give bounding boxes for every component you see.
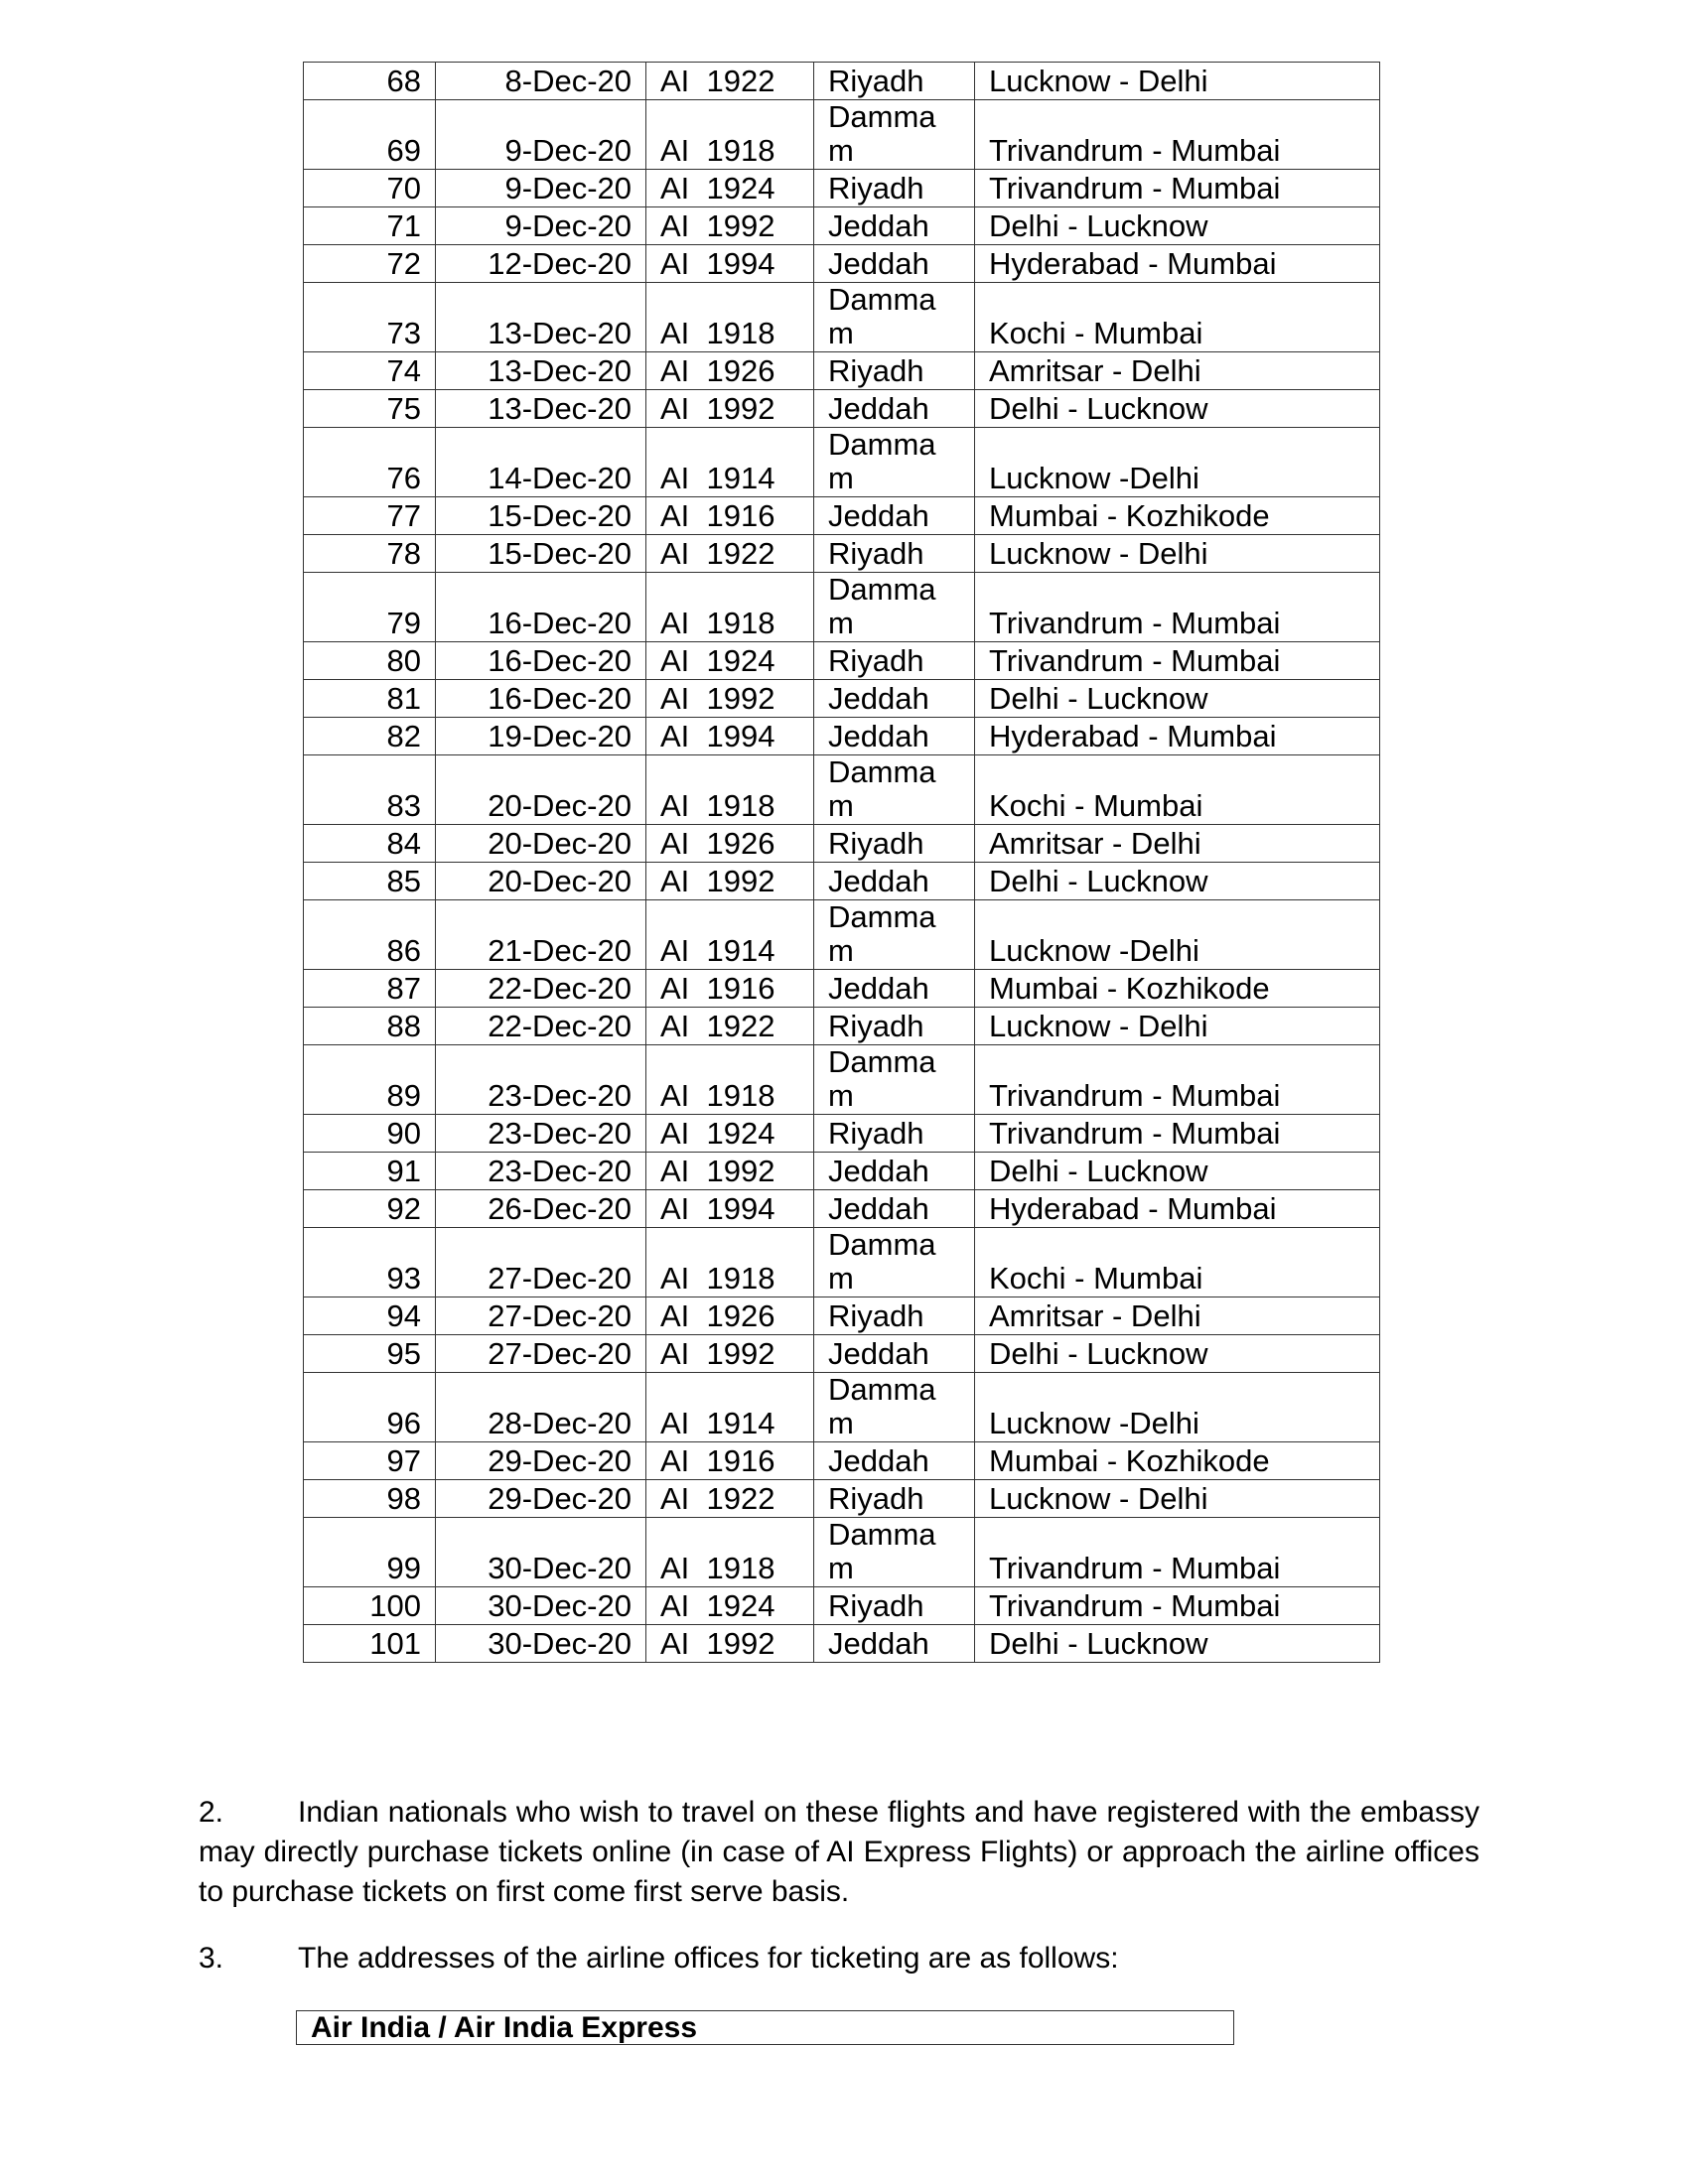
- route-cell: Lucknow - Delhi: [975, 1008, 1380, 1045]
- route-cell: Amritsar - Delhi: [975, 825, 1380, 863]
- origin-cell: Jeddah: [814, 1625, 975, 1663]
- origin-cell: Riyadh: [814, 1115, 975, 1153]
- route-cell: Lucknow - Delhi: [975, 63, 1380, 100]
- serial-number-cell: 98: [304, 1480, 436, 1518]
- route-cell: Delhi - Lucknow: [975, 1153, 1380, 1190]
- table-row: [304, 1297, 1380, 1335]
- flight-number-cell: AI 1916: [646, 970, 814, 1008]
- serial-number-cell: 87: [304, 970, 436, 1008]
- table-row: [304, 428, 1380, 497]
- route-cell: Lucknow - Delhi: [975, 535, 1380, 573]
- origin-cell: Dammam: [814, 283, 975, 352]
- flight-number-cell: AI 1992: [646, 390, 814, 428]
- flight-number-cell: AI 1922: [646, 63, 814, 100]
- origin-cell: Riyadh: [814, 352, 975, 390]
- flight-number-cell: AI 1926: [646, 825, 814, 863]
- origin-cell: Riyadh: [814, 642, 975, 680]
- date-cell: 8-Dec-20: [436, 63, 646, 100]
- route-cell: Trivandrum - Mumbai: [975, 1587, 1380, 1625]
- date-cell: 12-Dec-20: [436, 245, 646, 283]
- origin-cell: Dammam: [814, 1518, 975, 1587]
- route-cell: Delhi - Lucknow: [975, 207, 1380, 245]
- origin-cell: Riyadh: [814, 170, 975, 207]
- table-row: [304, 573, 1380, 642]
- table-row: [304, 680, 1380, 718]
- date-cell: 20-Dec-20: [436, 863, 646, 900]
- table-row: [304, 1228, 1380, 1297]
- table-row: [304, 1442, 1380, 1480]
- flight-number-cell: AI 1914: [646, 900, 814, 970]
- flight-number-cell: AI 1918: [646, 1228, 814, 1297]
- route-cell: Amritsar - Delhi: [975, 1297, 1380, 1335]
- serial-number-cell: 77: [304, 497, 436, 535]
- table-row: [304, 1115, 1380, 1153]
- origin-cell: Jeddah: [814, 718, 975, 755]
- table-row: [304, 1045, 1380, 1115]
- date-cell: 29-Dec-20: [436, 1442, 646, 1480]
- date-cell: 9-Dec-20: [436, 207, 646, 245]
- origin-cell: Dammam: [814, 755, 975, 825]
- serial-number-cell: 90: [304, 1115, 436, 1153]
- route-cell: Hyderabad - Mumbai: [975, 245, 1380, 283]
- origin-cell: Jeddah: [814, 1442, 975, 1480]
- paragraph-3: [199, 1939, 1479, 1979]
- date-cell: 19-Dec-20: [436, 718, 646, 755]
- flight-number-cell: AI 1924: [646, 170, 814, 207]
- date-cell: 30-Dec-20: [436, 1625, 646, 1663]
- serial-number-cell: 82: [304, 718, 436, 755]
- origin-cell: Jeddah: [814, 680, 975, 718]
- flight-number-cell: AI 1918: [646, 573, 814, 642]
- serial-number-cell: 79: [304, 573, 436, 642]
- table-row: [304, 1008, 1380, 1045]
- flight-number-cell: AI 1992: [646, 207, 814, 245]
- date-cell: 23-Dec-20: [436, 1153, 646, 1190]
- flight-number-cell: AI 1922: [646, 535, 814, 573]
- serial-number-cell: 88: [304, 1008, 436, 1045]
- flight-number-cell: AI 1916: [646, 1442, 814, 1480]
- flight-number-cell: AI 1922: [646, 1480, 814, 1518]
- airline-office-table: [296, 2010, 1234, 2045]
- table-row: [304, 497, 1380, 535]
- origin-cell: Dammam: [814, 100, 975, 170]
- serial-number-cell: 99: [304, 1518, 436, 1587]
- flight-number-cell: AI 1926: [646, 1297, 814, 1335]
- paragraph-number: 3.: [199, 1942, 224, 1975]
- flight-number-cell: AI 1914: [646, 428, 814, 497]
- route-cell: Trivandrum - Mumbai: [975, 642, 1380, 680]
- origin-cell: Riyadh: [814, 1587, 975, 1625]
- date-cell: 23-Dec-20: [436, 1045, 646, 1115]
- serial-number-cell: 78: [304, 535, 436, 573]
- flight-number-cell: AI 1926: [646, 352, 814, 390]
- origin-cell: Dammam: [814, 573, 975, 642]
- serial-number-cell: 97: [304, 1442, 436, 1480]
- table-row: [304, 100, 1380, 170]
- origin-cell: Riyadh: [814, 1008, 975, 1045]
- route-cell: Mumbai - Kozhikode: [975, 970, 1380, 1008]
- serial-number-cell: 75: [304, 390, 436, 428]
- date-cell: 28-Dec-20: [436, 1373, 646, 1442]
- paragraph-text: Indian nationals who wish to travel on these flights and have registered with the embassy may directly purchase tickets online (in case of AI Express Flights) or approach the airline offices to purchase tickets on first come first serve basis.: [199, 1796, 1479, 1908]
- paragraph-number: 2.: [199, 1796, 224, 1829]
- route-cell: Kochi - Mumbai: [975, 1228, 1380, 1297]
- origin-cell: Riyadh: [814, 63, 975, 100]
- origin-cell: Dammam: [814, 1045, 975, 1115]
- serial-number-cell: 72: [304, 245, 436, 283]
- serial-number-cell: 83: [304, 755, 436, 825]
- origin-cell: Jeddah: [814, 1190, 975, 1228]
- origin-cell: Jeddah: [814, 970, 975, 1008]
- airline-office-title: Air India / Air India Express: [311, 2011, 698, 2044]
- serial-number-cell: 94: [304, 1297, 436, 1335]
- table-row: [304, 1480, 1380, 1518]
- table-row: [304, 207, 1380, 245]
- flight-number-cell: AI 1992: [646, 863, 814, 900]
- serial-number-cell: 89: [304, 1045, 436, 1115]
- table-row: [304, 718, 1380, 755]
- route-cell: Kochi - Mumbai: [975, 283, 1380, 352]
- date-cell: 16-Dec-20: [436, 573, 646, 642]
- flight-number-cell: AI 1918: [646, 755, 814, 825]
- table-row: [304, 283, 1380, 352]
- route-cell: Trivandrum - Mumbai: [975, 170, 1380, 207]
- route-cell: Lucknow - Delhi: [975, 1480, 1380, 1518]
- origin-cell: Jeddah: [814, 390, 975, 428]
- date-cell: 13-Dec-20: [436, 283, 646, 352]
- date-cell: 22-Dec-20: [436, 1008, 646, 1045]
- date-cell: 15-Dec-20: [436, 535, 646, 573]
- table-row: [304, 970, 1380, 1008]
- date-cell: 27-Dec-20: [436, 1335, 646, 1373]
- flight-number-cell: AI 1994: [646, 245, 814, 283]
- route-cell: Lucknow -Delhi: [975, 1373, 1380, 1442]
- table-row: [304, 390, 1380, 428]
- table-row: [304, 900, 1380, 970]
- table-row: [304, 63, 1380, 100]
- serial-number-cell: 93: [304, 1228, 436, 1297]
- table-row: [304, 1190, 1380, 1228]
- table-row: [304, 755, 1380, 825]
- serial-number-cell: 81: [304, 680, 436, 718]
- date-cell: 15-Dec-20: [436, 497, 646, 535]
- date-cell: 16-Dec-20: [436, 642, 646, 680]
- serial-number-cell: 68: [304, 63, 436, 100]
- date-cell: 27-Dec-20: [436, 1228, 646, 1297]
- table-row: [304, 170, 1380, 207]
- route-cell: Trivandrum - Mumbai: [975, 100, 1380, 170]
- serial-number-cell: 76: [304, 428, 436, 497]
- date-cell: 26-Dec-20: [436, 1190, 646, 1228]
- serial-number-cell: 92: [304, 1190, 436, 1228]
- paragraph-text: The addresses of the airline offices for ticketing are as follows:: [298, 1942, 1119, 1975]
- route-cell: Lucknow -Delhi: [975, 900, 1380, 970]
- origin-cell: Jeddah: [814, 863, 975, 900]
- date-cell: 27-Dec-20: [436, 1297, 646, 1335]
- serial-number-cell: 86: [304, 900, 436, 970]
- origin-cell: Jeddah: [814, 207, 975, 245]
- table-row: [304, 1373, 1380, 1442]
- origin-cell: Riyadh: [814, 825, 975, 863]
- flight-number-cell: AI 1924: [646, 642, 814, 680]
- table-row: [304, 825, 1380, 863]
- flight-number-cell: AI 1918: [646, 1518, 814, 1587]
- serial-number-cell: 73: [304, 283, 436, 352]
- table-row: [304, 642, 1380, 680]
- origin-cell: Dammam: [814, 428, 975, 497]
- route-cell: Lucknow -Delhi: [975, 428, 1380, 497]
- paragraph-2: [199, 1793, 1479, 1912]
- serial-number-cell: 101: [304, 1625, 436, 1663]
- serial-number-cell: 85: [304, 863, 436, 900]
- route-cell: Delhi - Lucknow: [975, 1625, 1380, 1663]
- flight-number-cell: AI 1992: [646, 680, 814, 718]
- serial-number-cell: 74: [304, 352, 436, 390]
- origin-cell: Jeddah: [814, 245, 975, 283]
- origin-cell: Riyadh: [814, 1297, 975, 1335]
- route-cell: Hyderabad - Mumbai: [975, 1190, 1380, 1228]
- flight-rows: [304, 63, 1380, 1663]
- serial-number-cell: 84: [304, 825, 436, 863]
- table-row: [304, 1625, 1380, 1663]
- flight-number-cell: AI 1918: [646, 283, 814, 352]
- origin-cell: Riyadh: [814, 1480, 975, 1518]
- flight-number-cell: AI 1994: [646, 718, 814, 755]
- flight-number-cell: AI 1994: [646, 1190, 814, 1228]
- route-cell: Trivandrum - Mumbai: [975, 1518, 1380, 1587]
- serial-number-cell: 91: [304, 1153, 436, 1190]
- flight-number-cell: AI 1924: [646, 1587, 814, 1625]
- route-cell: Trivandrum - Mumbai: [975, 573, 1380, 642]
- date-cell: 14-Dec-20: [436, 428, 646, 497]
- date-cell: 9-Dec-20: [436, 170, 646, 207]
- table-row: [304, 1153, 1380, 1190]
- origin-cell: Jeddah: [814, 1153, 975, 1190]
- flight-number-cell: AI 1916: [646, 497, 814, 535]
- route-cell: Hyderabad - Mumbai: [975, 718, 1380, 755]
- table-row: [304, 1587, 1380, 1625]
- serial-number-cell: 96: [304, 1373, 436, 1442]
- flight-number-cell: AI 1918: [646, 1045, 814, 1115]
- route-cell: Kochi - Mumbai: [975, 755, 1380, 825]
- origin-cell: Riyadh: [814, 535, 975, 573]
- origin-cell: Dammam: [814, 1373, 975, 1442]
- flight-schedule-table: [303, 62, 1380, 1663]
- date-cell: 20-Dec-20: [436, 825, 646, 863]
- route-cell: Delhi - Lucknow: [975, 680, 1380, 718]
- serial-number-cell: 100: [304, 1587, 436, 1625]
- table-row: [304, 863, 1380, 900]
- serial-number-cell: 95: [304, 1335, 436, 1373]
- flight-number-cell: AI 1922: [646, 1008, 814, 1045]
- route-cell: Amritsar - Delhi: [975, 352, 1380, 390]
- serial-number-cell: 80: [304, 642, 436, 680]
- table-row: [304, 352, 1380, 390]
- serial-number-cell: 69: [304, 100, 436, 170]
- serial-number-cell: 70: [304, 170, 436, 207]
- origin-cell: Dammam: [814, 900, 975, 970]
- flight-number-cell: AI 1924: [646, 1115, 814, 1153]
- table-row: [304, 1335, 1380, 1373]
- date-cell: 16-Dec-20: [436, 680, 646, 718]
- flight-number-cell: AI 1918: [646, 100, 814, 170]
- route-cell: Mumbai - Kozhikode: [975, 1442, 1380, 1480]
- route-cell: Delhi - Lucknow: [975, 390, 1380, 428]
- date-cell: 13-Dec-20: [436, 390, 646, 428]
- route-cell: Delhi - Lucknow: [975, 863, 1380, 900]
- date-cell: 30-Dec-20: [436, 1587, 646, 1625]
- serial-number-cell: 71: [304, 207, 436, 245]
- date-cell: 30-Dec-20: [436, 1518, 646, 1587]
- date-cell: 22-Dec-20: [436, 970, 646, 1008]
- flight-number-cell: AI 1992: [646, 1153, 814, 1190]
- route-cell: Mumbai - Kozhikode: [975, 497, 1380, 535]
- route-cell: Delhi - Lucknow: [975, 1335, 1380, 1373]
- date-cell: 9-Dec-20: [436, 100, 646, 170]
- date-cell: 20-Dec-20: [436, 755, 646, 825]
- flight-number-cell: AI 1914: [646, 1373, 814, 1442]
- origin-cell: Jeddah: [814, 1335, 975, 1373]
- date-cell: 13-Dec-20: [436, 352, 646, 390]
- route-cell: Trivandrum - Mumbai: [975, 1045, 1380, 1115]
- flight-number-cell: AI 1992: [646, 1335, 814, 1373]
- origin-cell: Jeddah: [814, 497, 975, 535]
- table-row: [304, 1518, 1380, 1587]
- route-cell: Trivandrum - Mumbai: [975, 1115, 1380, 1153]
- table-row: [304, 245, 1380, 283]
- flight-number-cell: AI 1992: [646, 1625, 814, 1663]
- date-cell: 21-Dec-20: [436, 900, 646, 970]
- table-row: [304, 535, 1380, 573]
- date-cell: 29-Dec-20: [436, 1480, 646, 1518]
- origin-cell: Dammam: [814, 1228, 975, 1297]
- date-cell: 23-Dec-20: [436, 1115, 646, 1153]
